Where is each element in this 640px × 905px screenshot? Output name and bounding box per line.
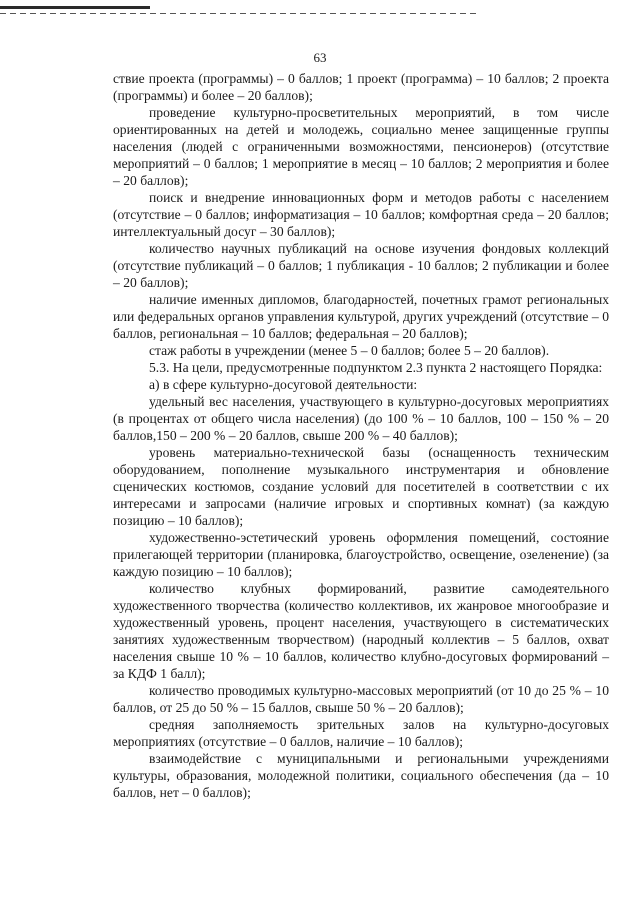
header-rule xyxy=(0,6,150,9)
page-number: 63 xyxy=(313,50,327,65)
document-body xyxy=(113,70,609,801)
paragraph-hall-occupancy: средняя заполняемость зрительных залов на культурно-досуговых мероприятиях (отсутствие – 0 баллов, наличие – 10 баллов); xyxy=(113,717,609,749)
paragraph-innovation: поиск и внедрение инновационных форм и методов работы с населением (отсутствие – 0 баллов; информатизация – 10 баллов; комфортная среда – 20 баллов; интеллектуальный досуг – 30 баллов); xyxy=(113,190,609,239)
paragraph-material-base: уровень материально-технической базы (оснащенность техническим оборудованием, пополнение музыкального инструментария и обновление сценических костюмов, создание условий для посетителей в соответствии с их интересами и запросами (наличие игровых и спортивных комнат) (за каждую позицию – 10 баллов); xyxy=(113,445,609,528)
paragraph-aesthetic-level: художественно-эстетический уровень оформления помещений, состояние прилегающей территории (планировка, благоустройство, освещение, озеленение) (за каждую позицию – 10 баллов); xyxy=(113,530,609,579)
header-dashed-rule xyxy=(0,13,480,14)
paragraph-diplomas: наличие именных дипломов, благодарностей, почетных грамот региональных или федеральных органов управления культурой, других учреждений (отсутствие – 0 баллов, региональная – 10 баллов; федеральная – 20 баллов); xyxy=(113,292,609,341)
paragraph-cultural-events: проведение культурно-просветительных мероприятий, в том числе ориентированных на детей и молодежь, социально менее защищенные группы населения (людей с ограниченными возможностями, пенсионеров) (отсутствие мероприятий – 0 баллов; 1 мероприятие в месяц – 10 баллов; 2 мероприятия и более – 20 баллов); xyxy=(113,105,609,188)
paragraph-club-formations: количество клубных формирований, развитие самодеятельного художественного творчества (количество коллективов, их жанровое многообразие и художественный уровень, процент населения, участвующего в систематических занятиях художественным творчеством) (народный коллектив – 5 баллов, охват населения свыше 10 % – 10 баллов, количество клубно-досуговых формирований – за КДФ 1 балл); xyxy=(113,581,609,681)
paragraph-work-experience: стаж работы в учреждении (менее 5 – 0 баллов; более 5 – 20 баллов). xyxy=(149,343,550,358)
paragraph-publications: количество научных публикаций на основе изучения фондовых коллекций (отсутствие публикаций – 0 баллов; 1 публикация - 10 баллов; 2 публикации и более – 20 баллов); xyxy=(113,241,609,290)
paragraph-participation-share: удельный вес населения, участвующего в культурно-досуговых мероприятиях (в процентах от общего числа населения) (до 100 % – 10 баллов, 100 – 150 % – 20 баллов,150 – 200 % – 20 баллов, свыше 200 % – 40 баллов); xyxy=(113,394,609,443)
paragraph-section-5-3: 5.3. На цели, предусмотренные подпунктом 2.3 пункта 2 настоящего Порядка: xyxy=(149,360,603,375)
paragraph-mass-events: количество проводимых культурно-массовых мероприятий (от 10 до 25 % – 10 баллов, от 25 до 50 % – 15 баллов, свыше 50 % – 20 баллов); xyxy=(113,683,609,715)
paragraph-interaction: взаимодействие с муниципальными и региональными учреждениями культуры, образования, молодежной политики, социального обеспечения (да – 10 баллов, нет – 0 баллов); xyxy=(113,751,609,800)
paragraph-continuation: ствие проекта (программы) – 0 баллов; 1 проект (программа) – 10 баллов; 2 проекта (программы) и более – 20 баллов); xyxy=(113,71,609,103)
paragraph-subsection-a: а) в сфере культурно-досуговой деятельности: xyxy=(149,377,418,392)
